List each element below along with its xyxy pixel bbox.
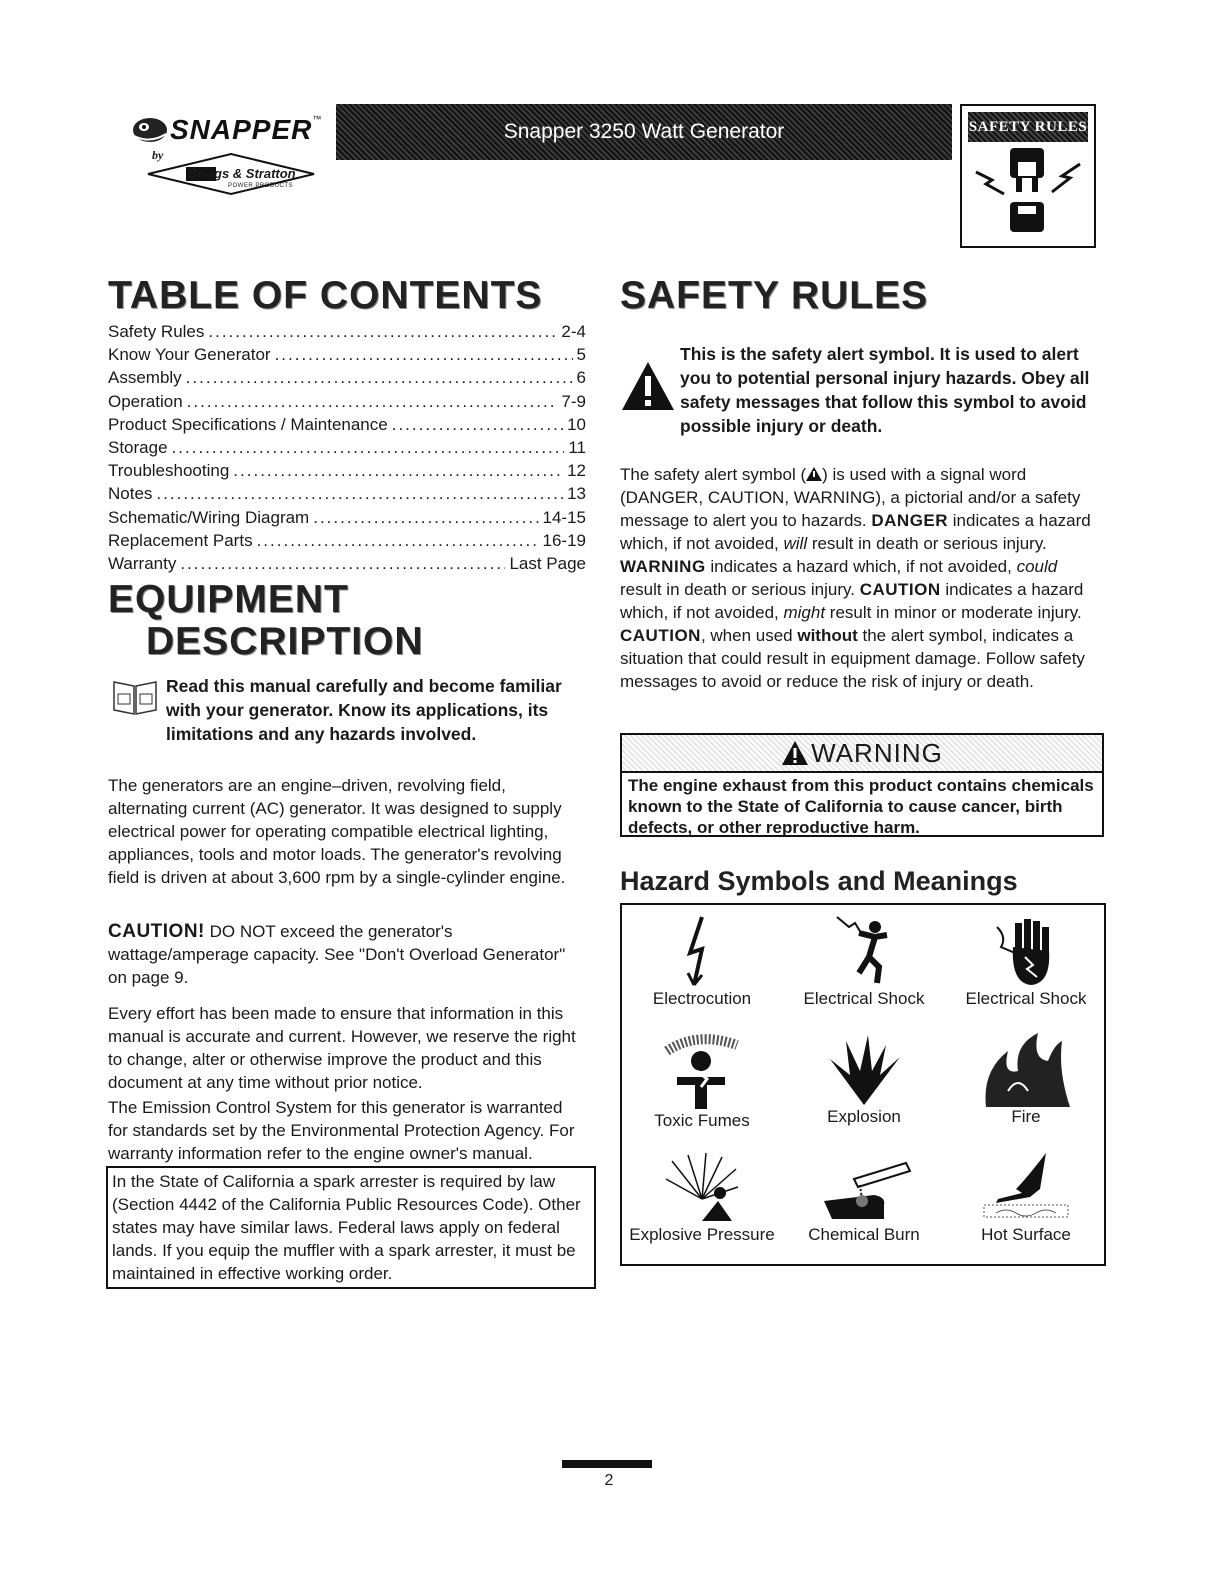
section-badge bbox=[960, 104, 1096, 248]
electrical-shock-person-icon bbox=[829, 913, 899, 989]
toc-entry-page: 14-15 bbox=[542, 507, 586, 527]
page-number: 2 bbox=[604, 1472, 614, 1489]
hazard-symbols-heading: Hazard Symbols and Meanings bbox=[620, 866, 1018, 896]
footer-bar bbox=[562, 1460, 652, 1468]
hazard-electrical-shock-2: Electrical Shock bbox=[946, 913, 1106, 1009]
toc-leader-dots bbox=[313, 506, 538, 529]
toc-entry-title: Replacement Parts bbox=[108, 530, 253, 550]
chemical-burn-icon bbox=[814, 1149, 914, 1225]
toc-entry-page: 16-19 bbox=[542, 530, 586, 550]
toc-entry bbox=[108, 436, 586, 459]
table-of-contents bbox=[108, 320, 586, 575]
snapper-logo bbox=[130, 108, 330, 198]
fire-icon bbox=[978, 1031, 1074, 1107]
toc-entry-title: Assembly bbox=[108, 368, 182, 388]
toc-entry-page: 2-4 bbox=[561, 322, 586, 341]
toc-entry-page: 10 bbox=[567, 414, 586, 434]
caution-signal-word: CAUTION! bbox=[108, 921, 205, 942]
hot-surface-icon bbox=[976, 1149, 1076, 1225]
toc-leader-dots bbox=[257, 529, 539, 552]
toc-leader-dots bbox=[156, 482, 563, 505]
brand-wordmark: SNAPPER™ bbox=[170, 114, 323, 145]
parent-brand: Briggs & Stratton bbox=[188, 166, 296, 181]
document-title-bar bbox=[336, 104, 952, 160]
warning-title: WARNING bbox=[811, 737, 943, 768]
caution-paragraph: CAUTION! DO NOT exceed the generator's wattage/amperage capacity. See "Don't Overload Generator" on page 9. bbox=[108, 921, 566, 987]
toc-entry bbox=[108, 459, 586, 482]
toc-leader-dots bbox=[275, 343, 573, 366]
explosive-pressure-icon bbox=[652, 1149, 752, 1225]
read-manual-notice: Read this manual carefully and become familiar with your generator. Know its applications, its limitations and any hazards involved. bbox=[166, 676, 562, 744]
warning-alert-icon bbox=[781, 740, 809, 766]
toc-entry-page: 5 bbox=[576, 345, 586, 365]
hazard-symbols-table bbox=[620, 903, 1106, 1266]
hazard-hot-surface: Hot Surface bbox=[946, 1149, 1106, 1245]
equipment-heading-line1: EQUIPMENT bbox=[108, 578, 349, 621]
safety-rules-heading: SAFETY RULES bbox=[620, 274, 929, 317]
electrical-shock-hand-icon bbox=[991, 913, 1061, 989]
warning-text: The engine exhaust from this product contains chemicals known to the State of California to cause cancer, birth defects, or other reproductive harm. bbox=[628, 776, 1094, 837]
toc-entry bbox=[108, 552, 586, 575]
hazard-toxic-fumes: Toxic Fumes bbox=[622, 1031, 782, 1131]
by-label: by bbox=[152, 148, 164, 162]
toc-entry-title: Product Specifications / Maintenance bbox=[108, 414, 388, 434]
snapper-mascot-icon bbox=[130, 112, 170, 146]
hazard-fire: Fire bbox=[946, 1031, 1106, 1127]
parent-brand-sub: POWER PRODUCTS bbox=[228, 183, 294, 189]
toc-entry-title: Know Your Generator bbox=[108, 345, 271, 365]
spark-arrester-notice: In the State of California a spark arrester is required by law (Section 4442 of the California Public Resources Code). Other states may have similar laws. Federal laws apply on federal lands. If you equip the muffler with a spark arrester, it must be maintained in effective working order. bbox=[106, 1166, 596, 1289]
toc-entry-title: Warranty bbox=[108, 553, 177, 573]
safety-alert-statement: This is the safety alert symbol. It is used to alert you to potential personal injury hazards. Obey all safety messages that follow this symbol to avoid possible injury or death. bbox=[680, 344, 1090, 436]
toc-entry-title: Schematic/Wiring Diagram bbox=[108, 507, 310, 527]
toc-entry-page: Last Page bbox=[509, 553, 586, 573]
toxic-fumes-icon bbox=[657, 1031, 747, 1111]
toc-leader-dots bbox=[208, 320, 557, 343]
toc-entry bbox=[108, 390, 586, 413]
toc-entry-title: Safety Rules bbox=[108, 322, 205, 341]
toc-entry bbox=[108, 482, 586, 505]
manual-book-icon bbox=[110, 676, 160, 716]
toc-entry-title: Troubleshooting bbox=[108, 461, 230, 481]
warning-header bbox=[622, 735, 1102, 773]
hazard-explosive-pressure: Explosive Pressure bbox=[622, 1149, 782, 1245]
toc-entry bbox=[108, 413, 586, 436]
toc-leader-dots bbox=[186, 366, 573, 389]
toc-entry-title: Operation bbox=[108, 391, 183, 411]
toc-leader-dots bbox=[392, 413, 563, 436]
electrocution-icon bbox=[672, 913, 732, 989]
signal-words-paragraph: The safety alert symbol ( ) is used with a signal word (DANGER, CAUTION, WARNING), a pictorial and/or a safety message to alert you to hazards. DANGER indicates a hazard which, if not avoided, will result in death or serious injury. WARNING indicates a hazard which, if not avoided, could result in death or serious injury. CAUTION indicates a hazard which, if not avoided, might result in minor or moderate injury. CAUTION, when used without the alert symbol, indicates a situation that could result in equipment damage. Follow safety messages to avoid or reduce the risk of injury or death. bbox=[620, 465, 1091, 691]
explosion-icon bbox=[824, 1031, 904, 1107]
toc-entry-page: 12 bbox=[567, 461, 586, 481]
hazard-electrocution: Electrocution bbox=[622, 913, 782, 1009]
equipment-paragraph-2: Every effort has been made to ensure that information in this manual is accurate and current. However, we reserve the right to change, alter or otherwise improve the product and this document at any time without prior notice. bbox=[108, 1004, 576, 1092]
section-badge-label: SAFETY RULES bbox=[968, 112, 1088, 142]
toc-leader-dots bbox=[172, 436, 565, 459]
toc-entry bbox=[108, 529, 586, 552]
hazard-explosion: Explosion bbox=[784, 1031, 944, 1127]
toc-entry-title: Notes bbox=[108, 484, 153, 504]
equipment-paragraph-1: The generators are an engine–driven, revolving field, alternating current (AC) generator. It was designed to supply electrical power for operating compatible electrical lighting, appliances, tools and motor loads. The generator's revolving field is driven at about 3,600 rpm by a single-cylinder engine. bbox=[108, 776, 566, 887]
toc-entry-page: 7-9 bbox=[561, 391, 586, 411]
safety-alert-icon bbox=[620, 360, 676, 412]
plug-icon bbox=[966, 144, 1090, 244]
toc-entry-title: Storage bbox=[108, 437, 168, 457]
hazard-electrical-shock-1: Electrical Shock bbox=[784, 913, 944, 1009]
toc-leader-dots bbox=[180, 552, 505, 575]
toc-entry bbox=[108, 506, 586, 529]
document-title: Snapper 3250 Watt Generator bbox=[503, 120, 785, 143]
inline-alert-icon bbox=[806, 467, 822, 481]
toc-entry bbox=[108, 320, 586, 343]
toc-entry-page: 6 bbox=[576, 368, 586, 388]
toc-entry bbox=[108, 343, 586, 366]
toc-heading: TABLE OF CONTENTS bbox=[108, 274, 543, 317]
toc-leader-dots bbox=[233, 459, 563, 482]
hazard-chemical-burn: Chemical Burn bbox=[784, 1149, 944, 1245]
toc-entry bbox=[108, 366, 586, 389]
toc-entry-page: 11 bbox=[568, 437, 586, 457]
toc-leader-dots bbox=[187, 390, 558, 413]
warning-box bbox=[620, 733, 1104, 837]
equipment-heading-line2: DESCRIPTION bbox=[146, 620, 424, 663]
toc-entry-page: 13 bbox=[567, 484, 586, 504]
equipment-paragraph-3: The Emission Control System for this generator is warranted for standards set by the Environmental Protection Agency. For warranty information refer to the engine owner's manual. bbox=[108, 1098, 575, 1163]
